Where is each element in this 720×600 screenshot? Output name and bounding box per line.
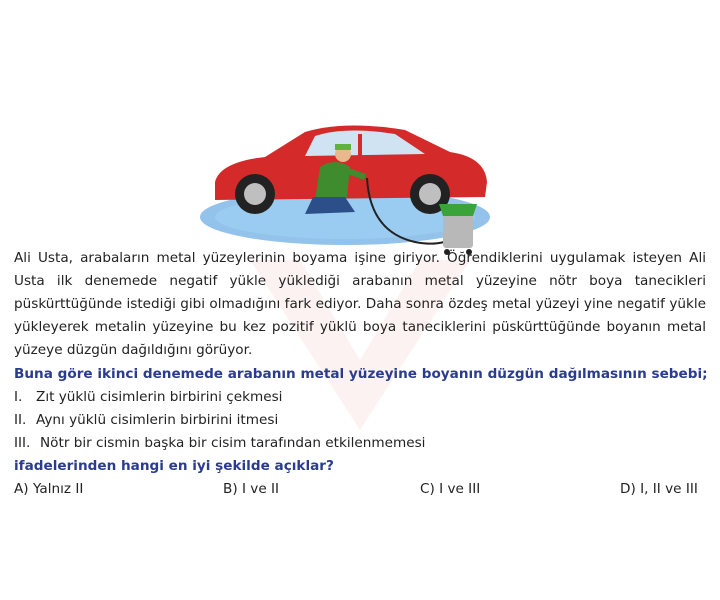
question-stem: Ali Usta, arabaların metal yüzeylerinin boyama işine giriyor. Öğrendiklerini uygulamak isteyen Ali Usta ilk denemede negatif yükle yüklediği arabanın metal yüzeyine nötr boya tanecikleri püskürttüğünde istediği gibi olmadığını fark ediyor. Daha sonra özdeş metal yüzeyi yine negatif yükle yükleyerek metalin yüzeyine bu kez pozitif yüklü boya taneciklerini püskürttüğünde boyanın metal yüzeye düzgün dağıldığını görüyor. [14,250,706,358]
car-painting-illustration [195,112,515,262]
option-c[interactable]: C) I ve III [420,481,481,497]
statement-1: I. Zıt yüklü cisimlerin birbirini çekmesi [14,389,283,405]
question-prompt: Buna göre ikinci denemede arabanın metal yüzeyine boyanın düzgün dağılmasının sebebi; [14,366,708,382]
statement-3: III. Nötr bir cismin başka bir cisim tarafından etkilenmemesi [14,435,426,451]
answer-options [14,481,706,503]
option-a[interactable]: A) Yalnız II [14,481,84,497]
statement-2: II. Aynı yüklü cisimlerin birbirini itmesi [14,412,279,428]
option-d[interactable]: D) I, II ve III [620,481,698,497]
question-closing: ifadelerinden hangi en iyi şekilde açıklar? [14,458,334,474]
option-b[interactable]: B) I ve II [223,481,280,497]
